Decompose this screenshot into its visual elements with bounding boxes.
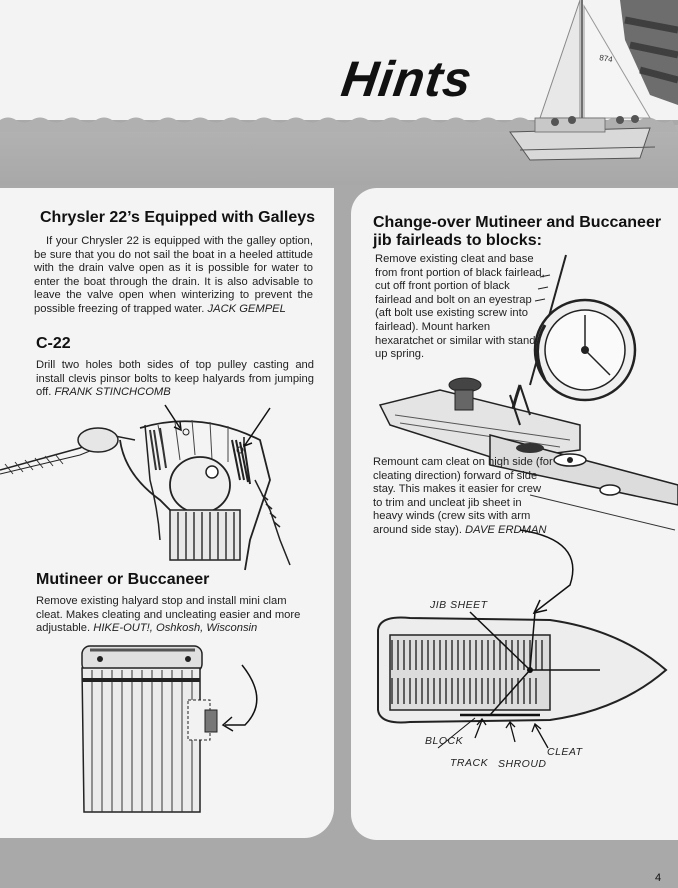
page-title: Hints [338,51,476,107]
article-title-galleys: Chrysler 22’s Equipped with Galleys [40,209,316,226]
author-c22: FRANK STINCHCOMB [54,386,171,399]
article-title-c22: C-22 [36,335,71,352]
label-cleat: CLEAT [547,746,583,758]
label-track: TRACK [450,757,489,769]
article-body-galleys [34,235,313,317]
article-title-mutineer: Mutineer or Buccaneer [36,571,210,588]
c22-text: Drill two holes both sides of top pulley casting and install clevis pinsor bolts to keep halyards from jumping off. [36,359,314,399]
page-number: 4 [655,872,662,884]
author-galleys: JACK GEMPEL [207,302,286,315]
mutineer-text: Remove existing halyard stop and install mini clam cleat. Makes cleating and uncleating easier and more adjustable. [36,595,301,635]
label-block: BLOCK [425,735,464,747]
sailboat-photo [500,0,678,170]
article-body-c22 [36,359,314,400]
author-mutineer: HIKE-OUT!, Oshkosh, Wisconsin [93,622,258,635]
fairleads-text-2: Remount cam cleat on high side (for cleating direction) forward of side stay. This makes it easier for crew to trim and uncleat jib sheet in heavy winds (crew sits with arm around side stay). [373,456,553,536]
sail-number: 874 [598,53,614,65]
galleys-text: If your Chrysler 22 is equipped with the galley option, be sure that you do not sail the boat in a heeled attitude with the drain valve open as it is possible for water to enter the boat through the drain. It is also advisable to leave the valve open when winterizing to prevent the possible freezing of trapped water. [34,235,313,315]
article-body-fairleads-1: Remove existing cleat and base from front portion of black fairlead, cut off front portion of black fairlead and bolt on an eyestrap (aft bolt use existing screw into fairlead). Mount harken hexaratchet or similar with stand up spring. [375,253,545,361]
article-body-mutineer [36,595,314,636]
author-fairleads: DAVE ERDMAN [465,523,547,536]
article-title-fairleads: Change-over Mutineer and Buccaneer jib fairleads to blocks: [373,214,662,249]
boat-plan-diagram [370,520,670,770]
label-jib-sheet: JIB SHEET [430,599,488,611]
label-shroud: SHROUD [498,758,547,770]
mast-clam-cleat-illustration [70,640,270,815]
pulley-casting-illustration [0,400,334,570]
